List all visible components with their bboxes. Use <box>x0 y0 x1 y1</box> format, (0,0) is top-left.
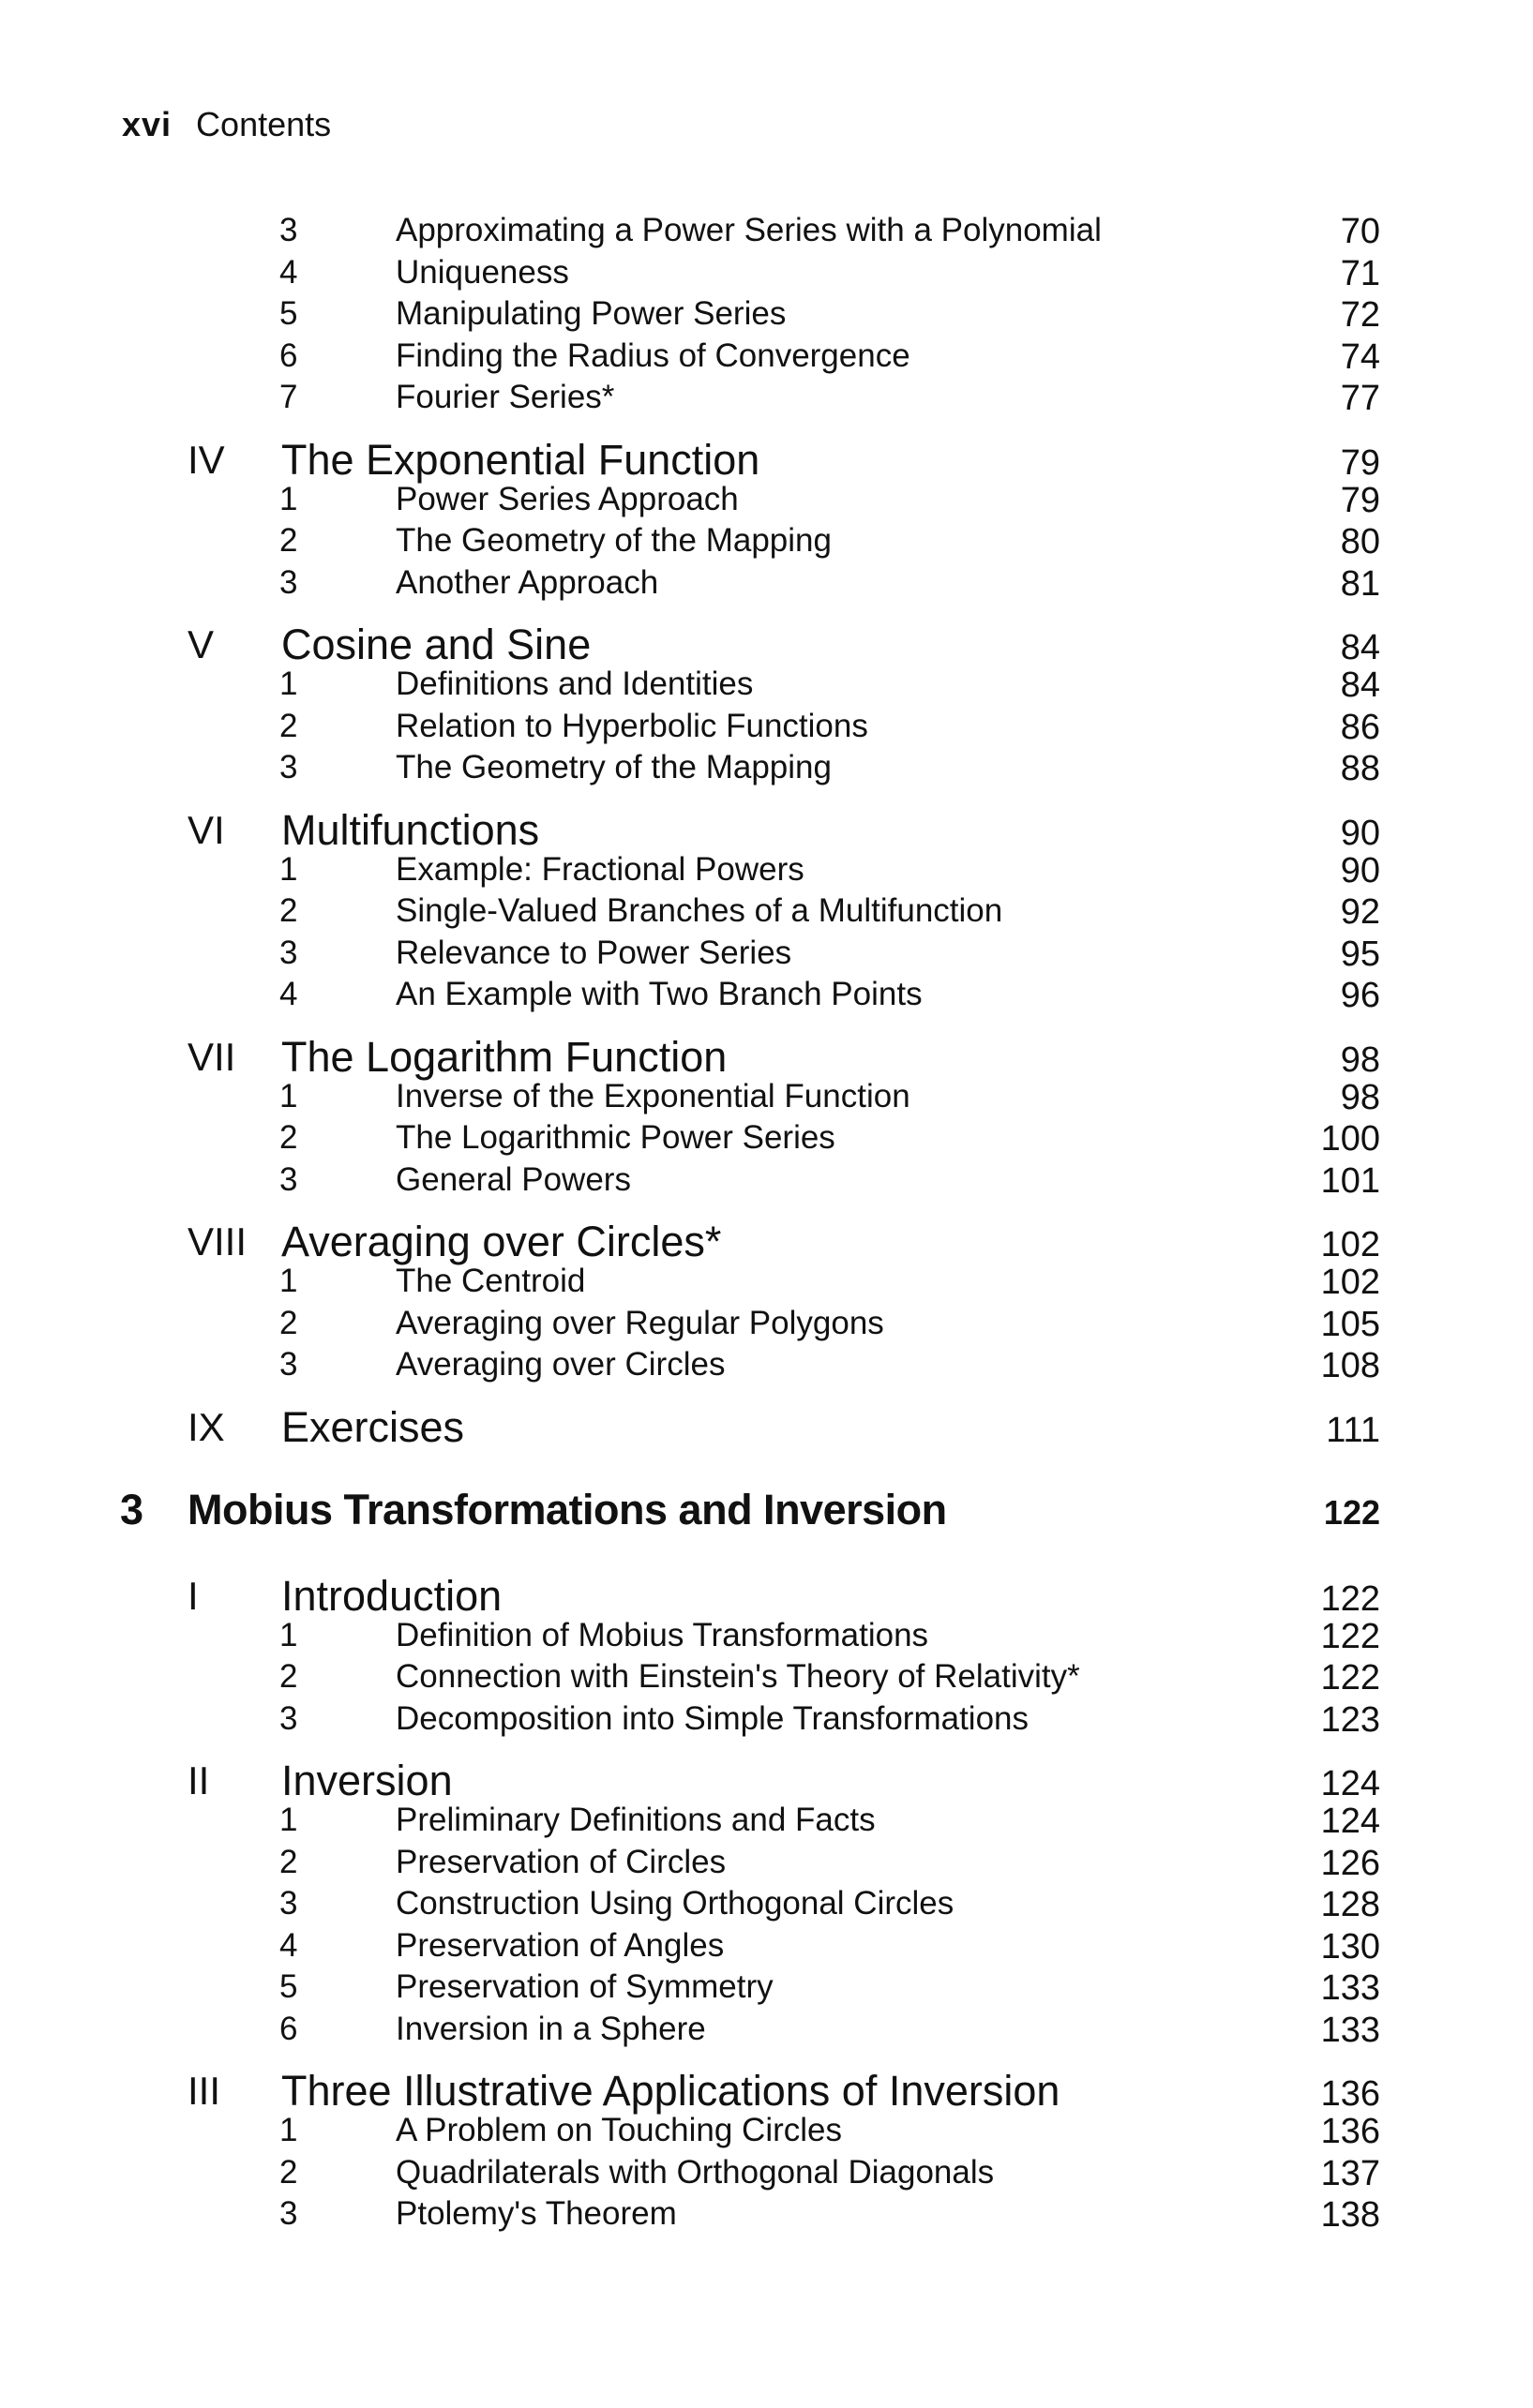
toc-entry-title[interactable]: Preservation of Angles <box>396 1926 725 1964</box>
toc-entry-page: 98 <box>1340 1077 1380 1117</box>
toc-entry-number: 6 <box>279 2010 298 2047</box>
toc-entry-page: 128 <box>1320 1885 1380 1924</box>
toc-subsection-row[interactable] <box>0 851 1533 893</box>
toc-subsection-row[interactable] <box>0 212 1533 254</box>
toc-entry-page: 130 <box>1320 1926 1380 1967</box>
toc-entry-page: 98 <box>1340 1039 1380 1080</box>
toc-entry-number: 1 <box>279 666 298 702</box>
toc-entry-page: 88 <box>1340 749 1380 788</box>
toc-entry-page: 122 <box>1320 1616 1380 1656</box>
toc-entry-page: 81 <box>1340 563 1380 604</box>
toc-entry-page: 122 <box>1323 1492 1380 1532</box>
toc-subsection-row[interactable] <box>0 254 1533 296</box>
toc-subsection-row[interactable] <box>0 1305 1533 1347</box>
toc-entry-page: 101 <box>1320 1160 1380 1201</box>
toc-entry-page: 77 <box>1340 379 1380 418</box>
toc-entry-page: 136 <box>1320 2074 1380 2114</box>
toc-entry-title[interactable]: Connection with Einstein's Theory of Relativity* <box>396 1658 1080 1695</box>
toc-entry-number: III <box>188 2069 221 2113</box>
toc-section-row[interactable] <box>0 1571 1533 1620</box>
toc-entry-page: 96 <box>1340 976 1380 1015</box>
toc-subsection-row[interactable] <box>0 1968 1533 2011</box>
toc-entry-title[interactable]: Averaging over Regular Polygons <box>396 1304 884 1341</box>
toc-entry-page: 124 <box>1320 1764 1380 1803</box>
toc-entry-page: 102 <box>1320 1225 1380 1264</box>
toc-entry-page: 80 <box>1340 522 1380 561</box>
toc-entry-title[interactable]: Exercises <box>281 1402 465 1451</box>
toc-entry-title[interactable]: Inversion in a Sphere <box>396 2010 706 2047</box>
toc-entry-page: 70 <box>1340 212 1380 251</box>
toc-entry-title[interactable]: Inversion <box>281 1757 453 1804</box>
toc-entry-page: 111 <box>1326 1410 1380 1450</box>
toc-entry-number: 6 <box>279 337 298 374</box>
toc-entry-number: 5 <box>279 1968 298 2005</box>
toc-entry-number: 3 <box>279 2195 298 2232</box>
toc-subsection-row[interactable] <box>0 1263 1533 1305</box>
toc-entry-title[interactable]: Ptolemy's Theorem <box>396 2195 677 2232</box>
toc-subsection-row[interactable] <box>0 976 1533 1018</box>
toc-entry-title[interactable]: Manipulating Power Series <box>396 295 787 332</box>
toc-subsection-row[interactable] <box>0 666 1533 708</box>
toc-subsection-row[interactable] <box>0 481 1533 523</box>
toc-entry-page: 122 <box>1320 1658 1380 1698</box>
toc-subsection-row[interactable] <box>0 749 1533 791</box>
toc-entry-title[interactable]: Decomposition into Simple Transformations <box>396 1699 1030 1737</box>
toc-subsection-row[interactable] <box>0 1658 1533 1700</box>
toc-subsection-row[interactable] <box>0 2195 1533 2237</box>
toc-entry-number: 4 <box>279 253 298 291</box>
page-number: xvi <box>122 105 173 143</box>
toc-subsection-row[interactable] <box>0 1119 1533 1161</box>
toc-entry-title[interactable]: Fourier Series* <box>396 379 615 415</box>
toc-entry-page: 122 <box>1320 1578 1380 1619</box>
toc-entry-page: 90 <box>1340 813 1380 853</box>
toc-section-row[interactable] <box>0 1032 1533 1081</box>
toc-entry-number: 2 <box>279 1304 298 1341</box>
toc-entry-page: 79 <box>1340 442 1380 483</box>
toc-entry-title[interactable]: Preliminary Definitions and Facts <box>396 1802 876 1838</box>
toc-entry-title[interactable]: The Logarithmic Power Series <box>396 1119 835 1156</box>
toc-entry-number: VII <box>188 1034 236 1079</box>
toc-subsection-row[interactable] <box>0 2011 1533 2053</box>
toc-subsection-row[interactable] <box>0 2112 1533 2154</box>
toc-entry-title[interactable]: Definition of Mobius Transformations <box>396 1616 929 1653</box>
toc-entry-title[interactable]: The Exponential Function <box>281 435 760 484</box>
toc-subsection-row[interactable] <box>0 1161 1533 1204</box>
toc-entry-page: 123 <box>1320 1699 1380 1740</box>
toc-entry-number: 1 <box>279 1616 298 1653</box>
toc-entry-number: 2 <box>279 707 298 744</box>
toc-entry-number: 1 <box>279 1077 298 1114</box>
toc-entry-title[interactable]: Relation to Hyperbolic Functions <box>396 707 868 744</box>
toc-subsection-row[interactable] <box>0 337 1533 380</box>
toc-subsection-row[interactable] <box>0 564 1533 606</box>
toc-entry-number: 7 <box>279 379 298 415</box>
toc-entry-number: VI <box>188 807 225 852</box>
toc-entry-number: V <box>188 622 215 666</box>
toc-entry-number: 3 <box>279 1699 298 1737</box>
toc-section-row[interactable] <box>0 1402 1533 1451</box>
toc-entry-number: 3 <box>279 1346 298 1383</box>
toc-entry-number: 3 <box>279 1885 298 1922</box>
toc-subsection-row[interactable] <box>0 1700 1533 1742</box>
running-title: Contents <box>196 105 332 143</box>
toc-entry-page: 138 <box>1320 2195 1380 2235</box>
toc-entry-number: 3 <box>279 1160 298 1198</box>
toc-subsection-row[interactable] <box>0 2154 1533 2196</box>
toc-entry-page: 124 <box>1320 1802 1380 1841</box>
toc-entry-page: 108 <box>1320 1346 1380 1385</box>
toc-section-row[interactable] <box>0 2067 1533 2115</box>
toc-entry-number: 3 <box>120 1485 144 1533</box>
toc-entry-title[interactable]: Introduction <box>281 1571 503 1620</box>
toc-entry-page: 133 <box>1320 1968 1380 2008</box>
toc-entry-page: 71 <box>1340 253 1380 293</box>
toc-entry-title[interactable]: Definitions and Identities <box>396 666 754 702</box>
toc-section-row[interactable] <box>0 621 1533 666</box>
toc-subsection-row[interactable] <box>0 1078 1533 1120</box>
toc-entry-number: 3 <box>279 749 298 785</box>
toc-subsection-row[interactable] <box>0 1617 1533 1659</box>
toc-entry-title[interactable]: Uniqueness <box>396 253 569 291</box>
toc-entry-number: 1 <box>279 850 298 888</box>
toc-entry-page: 137 <box>1320 2153 1380 2193</box>
toc-entry-number: II <box>188 1758 210 1802</box>
toc-entry-title[interactable]: Inverse of the Exponential Function <box>396 1077 910 1114</box>
toc-entry-number: 3 <box>279 212 298 248</box>
toc-entry-title[interactable]: Example: Fractional Powers <box>396 850 804 888</box>
toc-subsection-row[interactable] <box>0 295 1533 337</box>
toc-subsection-row[interactable] <box>0 1885 1533 1927</box>
toc-entry-title[interactable]: Relevance to Power Series <box>396 934 792 971</box>
toc-entry-page: 79 <box>1340 480 1380 520</box>
toc-section-row[interactable] <box>0 1757 1533 1802</box>
toc-section-row[interactable] <box>0 435 1533 484</box>
toc-entry-number: VIII <box>188 1219 248 1264</box>
toc-entry-title[interactable]: Averaging over Circles* <box>281 1218 722 1265</box>
toc-entry-page: 74 <box>1340 337 1380 377</box>
toc-entry-number: IX <box>188 1404 225 1449</box>
toc-entry-title[interactable]: The Geometry of the Mapping <box>396 749 832 785</box>
toc-entry-page: 126 <box>1320 1843 1380 1883</box>
toc-entry-page: 84 <box>1340 666 1380 705</box>
toc-entry-title[interactable]: Single-Valued Branches of a Multifunction <box>396 892 1003 929</box>
toc-entry-title[interactable]: Finding the Radius of Convergence <box>396 337 910 374</box>
toc-entry-title[interactable]: The Geometry of the Mapping <box>396 522 832 559</box>
toc-entry-title[interactable]: The Logarithm Function <box>281 1032 728 1081</box>
toc-subsection-row[interactable] <box>0 379 1533 421</box>
toc-entry-number: 1 <box>279 480 298 517</box>
toc-entry-page: 102 <box>1320 1263 1380 1302</box>
toc-entry-title[interactable]: Multifunctions <box>281 805 540 854</box>
toc-entry-page: 72 <box>1340 295 1380 335</box>
toc-entry-title[interactable]: Cosine and Sine <box>281 621 592 668</box>
toc-entry-number: IV <box>188 437 225 482</box>
toc-entry-title[interactable]: An Example with Two Branch Points <box>396 976 923 1012</box>
toc-entry-number: 3 <box>279 563 298 601</box>
toc-entry-page: 100 <box>1320 1119 1380 1159</box>
toc-subsection-row[interactable] <box>0 1346 1533 1388</box>
toc-entry-page: 133 <box>1320 2010 1380 2050</box>
toc-entry-title[interactable]: A Problem on Touching Circles <box>396 2112 842 2148</box>
running-header <box>122 105 331 144</box>
toc-entry-page: 92 <box>1340 892 1380 932</box>
toc-entry-number: 4 <box>279 976 298 1012</box>
toc-entry-number: I <box>188 1573 199 1618</box>
toc-entry-number: 3 <box>279 934 298 971</box>
toc-entry-page: 86 <box>1340 707 1380 747</box>
toc-entry-number: 4 <box>279 1926 298 1964</box>
toc-entry-title[interactable]: Preservation of Symmetry <box>396 1968 774 2005</box>
toc-entry-title[interactable]: Quadrilaterals with Orthogonal Diagonals <box>396 2153 995 2191</box>
toc-entry-page: 105 <box>1320 1304 1380 1344</box>
toc-entry-page: 136 <box>1320 2112 1380 2151</box>
toc-entry-number: 2 <box>279 1119 298 1156</box>
toc-subsection-row[interactable] <box>0 1844 1533 1886</box>
toc-entry-number: 1 <box>279 1263 298 1299</box>
toc-entry-title[interactable]: Preservation of Circles <box>396 1843 727 1880</box>
toc-entry-title[interactable]: Three Illustrative Applications of Inversion <box>281 2067 1060 2115</box>
toc-subsection-row[interactable] <box>0 522 1533 564</box>
table-of-contents <box>0 212 1533 2237</box>
toc-entry-title[interactable]: General Powers <box>396 1160 631 1198</box>
toc-subsection-row[interactable] <box>0 1927 1533 1969</box>
toc-entry-number: 2 <box>279 1843 298 1880</box>
toc-subsection-row[interactable] <box>0 1802 1533 1844</box>
toc-subsection-row[interactable] <box>0 892 1533 935</box>
toc-subsection-row[interactable] <box>0 935 1533 977</box>
toc-entry-number: 2 <box>279 522 298 559</box>
toc-entry-number: 2 <box>279 2153 298 2191</box>
toc-entry-number: 1 <box>279 1802 298 1838</box>
toc-entry-title[interactable]: Averaging over Circles <box>396 1346 726 1383</box>
toc-entry-title[interactable]: The Centroid <box>396 1263 586 1299</box>
toc-section-row[interactable] <box>0 1218 1533 1263</box>
toc-entry-title[interactable]: Power Series Approach <box>396 480 739 517</box>
toc-entry-number: 2 <box>279 892 298 929</box>
toc-entry-page: 95 <box>1340 934 1380 974</box>
toc-entry-number: 2 <box>279 1658 298 1695</box>
toc-entry-title[interactable]: Construction Using Orthogonal Circles <box>396 1885 954 1922</box>
toc-entry-title[interactable]: Mobius Transformations and Inversion <box>188 1485 947 1533</box>
toc-entry-title[interactable]: Another Approach <box>396 563 659 601</box>
toc-entry-page: 90 <box>1340 850 1380 890</box>
toc-entry-title[interactable]: Approximating a Power Series with a Polynomial <box>396 212 1102 248</box>
toc-subsection-row[interactable] <box>0 708 1533 750</box>
toc-section-row[interactable] <box>0 805 1533 854</box>
toc-chapter-row[interactable] <box>0 1486 1533 1557</box>
toc-entry-number: 1 <box>279 2112 298 2148</box>
toc-entry-number: 5 <box>279 295 298 332</box>
toc-entry-page: 84 <box>1340 628 1380 667</box>
